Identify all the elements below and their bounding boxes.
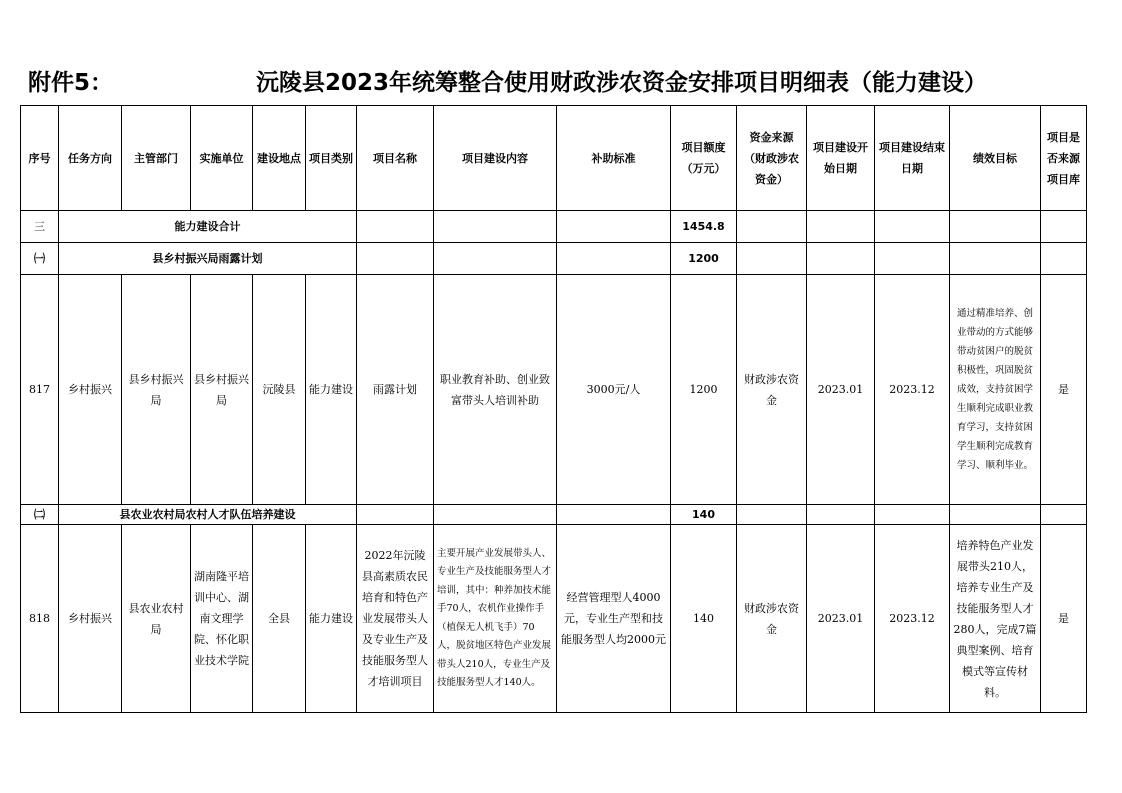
- header-dept: 主管部门: [122, 106, 191, 211]
- row817-unit: 县乡村振兴局: [191, 275, 253, 505]
- row818-start-date: 2023.01: [807, 525, 875, 713]
- header-unit: 实施单位: [191, 106, 253, 211]
- header-end-date: 项目建设结束日期: [875, 106, 950, 211]
- row818-unit: 湖南隆平培训中心、湖南文理学院、怀化职业技术学院: [191, 525, 253, 713]
- header-seq: 序号: [21, 106, 59, 211]
- row817-from-library: 是: [1041, 275, 1087, 505]
- row817-content: 职业教育补助、创业致富带头人培训补助: [434, 275, 557, 505]
- header-category: 项目类别: [306, 106, 357, 211]
- header-location: 建设地点: [253, 106, 306, 211]
- row818-subsidy: 经营管理型人4000元，专业生产型和技能服务型人均2000元: [557, 525, 671, 713]
- row817-location: 沅陵县: [253, 275, 306, 505]
- row817-start-date: 2023.01: [807, 275, 875, 505]
- row818-seq: 818: [21, 525, 59, 713]
- row818-from-library: 是: [1041, 525, 1087, 713]
- row818-direction: 乡村振兴: [59, 525, 122, 713]
- row817-dept: 县乡村振兴局: [122, 275, 191, 505]
- header-start-date: 项目建设开始日期: [807, 106, 875, 211]
- row818-amount: 140: [671, 525, 737, 713]
- group2-seq: ㈡: [21, 505, 59, 525]
- header-name: 项目名称: [357, 106, 434, 211]
- row817-amount: 1200: [671, 275, 737, 505]
- table-row-817: [21, 275, 1087, 505]
- group2-amount: 140: [671, 505, 737, 525]
- row818-content: 主要开展产业发展带头人、专业生产及技能服务型人才培训，其中：种养加技术能手70人，农机作业操作手（植保无人机飞手）70人，脱贫地区特色产业发展带头人210人，专业生产及技能服务型人才140人。: [434, 525, 557, 713]
- attachment-label: 附件5：: [28, 70, 114, 96]
- row818-fund-source: 财政涉农资金: [737, 525, 807, 713]
- header-amount: 项目额度（万元）: [671, 106, 737, 211]
- row817-name: 雨露计划: [357, 275, 434, 505]
- table-row-total: [21, 211, 1087, 243]
- row818-goal: 培养特色产业发展带头210人，培养专业生产及技能服务型人才280人，完成7篇典型案例、培育模式等宣传材料。: [950, 525, 1041, 713]
- page-title: 沅陵县2023年统筹整合使用财政涉农资金安排项目明细表（能力建设）: [256, 70, 988, 96]
- group1-amount: 1200: [671, 243, 737, 275]
- total-label: 能力建设合计: [59, 211, 357, 243]
- row817-fund-source: 财政涉农资金: [737, 275, 807, 505]
- row818-dept: 县农业农村局: [122, 525, 191, 713]
- total-seq: 三: [21, 211, 59, 243]
- row817-subsidy: 3000元/人: [557, 275, 671, 505]
- group1-seq: ㈠: [21, 243, 59, 275]
- table-row-818: [21, 525, 1087, 713]
- header-content: 项目建设内容: [434, 106, 557, 211]
- header-from-library: 项目是否来源项目库: [1041, 106, 1087, 211]
- row818-location: 全县: [253, 525, 306, 713]
- table-row-group-1: [21, 243, 1087, 275]
- group1-label: 县乡村振兴局雨露计划: [59, 243, 357, 275]
- row817-direction: 乡村振兴: [59, 275, 122, 505]
- row817-category: 能力建设: [306, 275, 357, 505]
- group2-label: 县农业农村局农村人才队伍培养建设: [59, 505, 357, 525]
- row817-goal: 通过精准培养、创业带动的方式能够带动贫困户的脱贫积极性，巩固脱贫成效，支持贫困学生顺利完成职业教育学习，支持贫困学生顺利完成教育学习、顺利毕业。: [950, 275, 1041, 505]
- table-row-group-2: [21, 505, 1087, 525]
- row817-end-date: 2023.12: [875, 275, 950, 505]
- header-fund-source: 资金来源（财政涉农资金）: [737, 106, 807, 211]
- row818-end-date: 2023.12: [875, 525, 950, 713]
- row818-name: 2022年沅陵县高素质农民培育和特色产业发展带头人及专业生产及技能服务型人才培训项目: [357, 525, 434, 713]
- total-amount: 1454.8: [671, 211, 737, 243]
- header-subsidy: 补助标准: [557, 106, 671, 211]
- header-goal: 绩效目标: [950, 106, 1041, 211]
- header-direction: 任务方向: [59, 106, 122, 211]
- row818-category: 能力建设: [306, 525, 357, 713]
- row817-seq: 817: [21, 275, 59, 505]
- table-header-row: [21, 106, 1087, 211]
- project-table: [20, 105, 1087, 713]
